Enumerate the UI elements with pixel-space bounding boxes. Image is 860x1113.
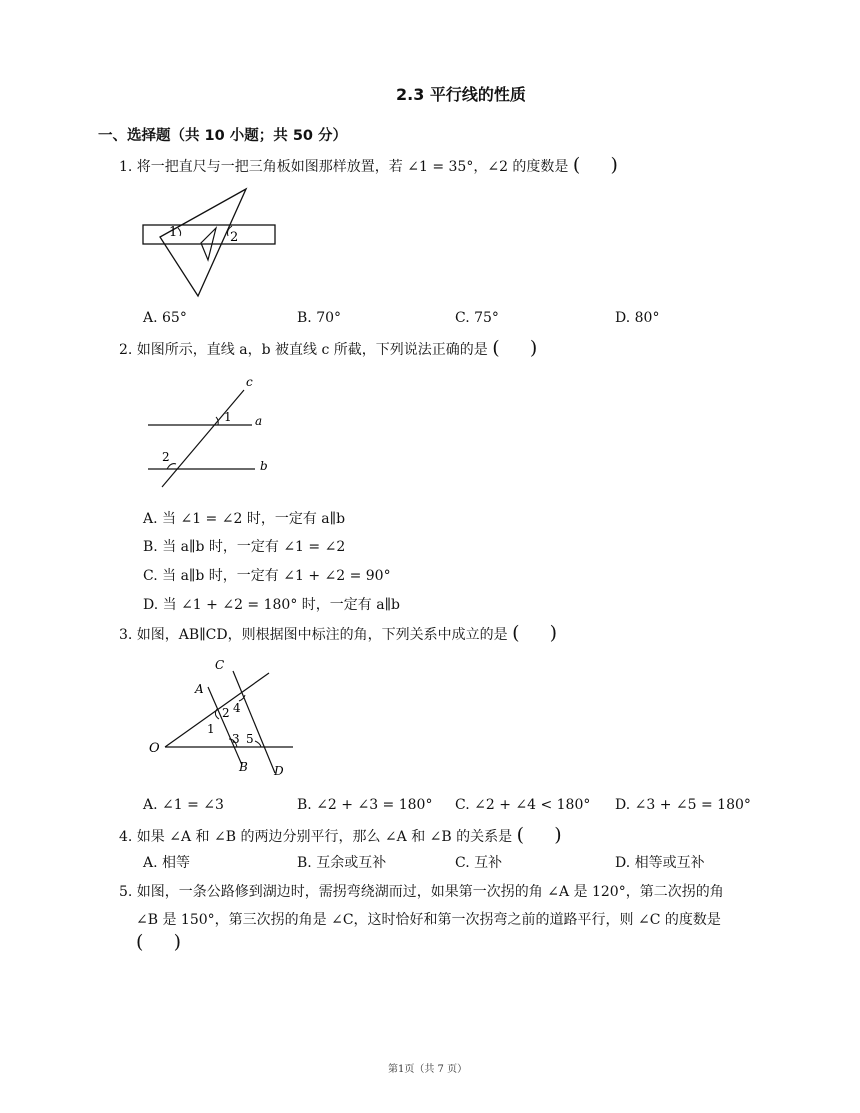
answer-blank: ( ) [572, 154, 618, 176]
figure-label: 1 [224, 410, 232, 424]
page-title: 2.3 平行线的性质 [396, 85, 526, 104]
answer-blank: ( ) [512, 622, 558, 644]
option-d[interactable]: D. ∠3 + ∠5 = 180° [615, 797, 751, 813]
option-a[interactable]: A. 65° [143, 310, 187, 326]
option-d[interactable]: D. 当 ∠1 + ∠2 = 180° 时，一定有 a∥b [143, 597, 401, 613]
section-heading: 一、选择题（共 10 小题；共 50 分） [98, 128, 348, 144]
option-a[interactable]: A. 当 ∠1 = ∠2 时，一定有 a∥b [143, 511, 346, 527]
figure-label: b [260, 459, 268, 473]
question-2-text [119, 339, 537, 359]
figure-label: B [239, 760, 248, 774]
figure-label: 3 [232, 732, 240, 746]
figure-label: c [246, 375, 253, 389]
angle-2-arc [167, 464, 176, 469]
figure-label: D [274, 764, 284, 778]
figure-label: 5 [246, 732, 254, 746]
option-d[interactable]: D. 相等或互补 [615, 855, 705, 871]
figure-label: 2 [162, 450, 170, 464]
figure-label: 4 [233, 701, 241, 715]
question-3-stem: 3. 如图，AB∥CD，则根据图中标注的角，下列关系中成立的是 [119, 627, 508, 643]
question-2-figure [140, 372, 275, 492]
answer-blank: ( ) [492, 337, 538, 359]
option-c[interactable]: C. 75° [455, 310, 499, 326]
figure-label: 2 [230, 230, 239, 245]
question-1-stem: 1. 将一把直尺与一把三角板如图那样放置，若 ∠1 = 35°，∠2 的度数是 [119, 159, 569, 175]
figure-label: a [255, 414, 263, 428]
option-b[interactable]: B. ∠2 + ∠3 = 180° [297, 797, 433, 813]
question-5-line-1: 5. 如图，一条公路修到湖边时，需拐弯绕湖而过，如果第一次拐的角 ∠A 是 120°，第二次拐的角 [119, 884, 724, 900]
option-d[interactable]: D. 80° [615, 310, 660, 326]
option-a[interactable]: A. ∠1 = ∠3 [143, 797, 224, 813]
question-1-text [119, 156, 618, 176]
angle-1-arc [178, 228, 181, 236]
question-1-figure [138, 186, 280, 302]
angle-5-arc [255, 741, 261, 747]
question-3-text [119, 624, 557, 644]
option-c[interactable]: C. ∠2 + ∠4 < 180° [455, 797, 591, 813]
answer-blank: ( ) [516, 824, 562, 846]
figure-label: A [195, 682, 204, 696]
option-b[interactable]: B. 当 a∥b 时，一定有 ∠1 = ∠2 [143, 539, 346, 555]
question-4-stem: 4. 如果 ∠A 和 ∠B 的两边分别平行，那么 ∠A 和 ∠B 的关系是 [119, 829, 513, 845]
question-2-stem: 2. 如图所示，直线 a，b 被直线 c 所截，下列说法正确的是 [119, 342, 488, 358]
answer-blank: ( ) [136, 931, 182, 953]
option-c[interactable]: C. 当 a∥b 时，一定有 ∠1 + ∠2 = 90° [143, 568, 391, 584]
question-4-text [119, 826, 562, 846]
figure-label: C [215, 658, 225, 672]
option-c[interactable]: C. 互补 [455, 855, 503, 871]
option-b[interactable]: B. 互余或互补 [297, 855, 387, 871]
figure-label: O [149, 741, 160, 756]
question-3-figure [145, 657, 300, 782]
figure-label: 2 [222, 706, 230, 720]
figure-label: 1 [169, 225, 178, 240]
page-footer: 第1页（共 7 页） [388, 1064, 468, 1075]
option-b[interactable]: B. 70° [297, 310, 342, 326]
figure-label: 1 [207, 722, 215, 736]
option-a[interactable]: A. 相等 [143, 855, 191, 871]
question-5-line-2: ∠B 是 150°，第三次拐的角是 ∠C，这时恰好和第一次拐弯之前的道路平行，则 ∠C 的度数是 [136, 912, 721, 928]
line-c [162, 390, 244, 487]
